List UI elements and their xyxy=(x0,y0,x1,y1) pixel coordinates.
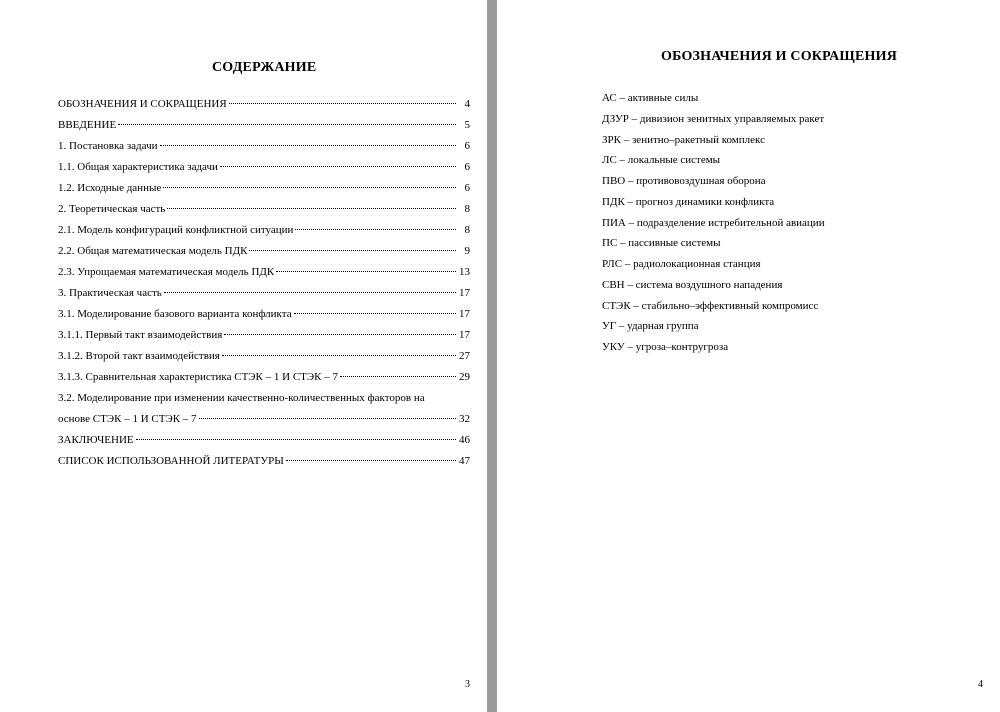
toc-entry-page: 17 xyxy=(459,329,470,341)
toc-entry[interactable] xyxy=(58,182,470,203)
toc-entry[interactable] xyxy=(58,308,470,329)
toc-entry-text-line1: 3.2. Моделирование при изменении качественно-количественных факторов на xyxy=(58,392,425,404)
toc-entry-text: ОБОЗНАЧЕНИЯ И СОКРАЩЕНИЯ xyxy=(58,98,227,110)
toc-leader-dots xyxy=(286,460,456,461)
toc-entry-text: СПИСОК ИСПОЛЬЗОВАННОЙ ЛИТЕРАТУРЫ xyxy=(58,455,284,467)
toc-entry-page: 13 xyxy=(459,266,470,278)
toc-entry-text: 3.1.3. Сравнительная характеристика СТЭК – 1 И СТЭК – 7 xyxy=(58,371,338,383)
toc-entry[interactable] xyxy=(58,119,470,140)
page-number: 3 xyxy=(465,679,470,690)
toc-entry-text: 1.1. Общая характеристика задачи xyxy=(58,161,218,173)
toc-entry[interactable] xyxy=(58,392,470,434)
toc-leader-dots xyxy=(118,124,456,125)
toc-title: СОДЕРЖАНИЕ xyxy=(212,60,317,75)
toc-leader-dots xyxy=(136,439,456,440)
toc-entry-text: ВВЕДЕНИЕ xyxy=(58,119,117,131)
toc-entry[interactable] xyxy=(58,245,470,266)
abbreviation-item: ДЗУР – дивизион зенитных управляемых ракет xyxy=(602,112,825,125)
toc-entry-page: 6 xyxy=(464,161,470,173)
abbreviation-item: ЛС – локальные системы xyxy=(602,154,721,167)
toc-entry[interactable] xyxy=(58,329,470,350)
toc-entry-page: 8 xyxy=(464,203,470,215)
toc-leader-dots xyxy=(160,145,457,146)
abbreviation-item: ПС – пассивные системы xyxy=(602,237,721,250)
toc-entry-text: 3.1.1. Первый такт взаимодействия xyxy=(58,329,223,341)
toc-entry-text: 2.1. Модель конфигураций конфликтной ситуации xyxy=(58,224,294,236)
toc-entry[interactable] xyxy=(58,266,470,287)
abbreviation-item: УГ – ударная группа xyxy=(602,320,699,333)
toc-entry-text: 1. Постановка задачи xyxy=(58,140,158,152)
toc-leader-dots xyxy=(249,250,456,251)
page-4 xyxy=(497,0,1000,712)
abbreviation-item: АС – активные силы xyxy=(602,92,699,104)
toc-entry-page: 29 xyxy=(459,371,470,383)
abbreviation-item: ПИА – подразделение истребительной авиации xyxy=(602,216,825,229)
toc-entry[interactable] xyxy=(58,224,470,245)
toc-entry-page: 5 xyxy=(464,119,470,131)
toc-leader-dots xyxy=(167,208,456,209)
toc-entry-text: основе СТЭК – 1 И СТЭК – 7 xyxy=(58,413,197,425)
toc-entry-page: 4 xyxy=(464,98,470,110)
toc-entry-page: 17 xyxy=(459,287,470,299)
toc-leader-dots xyxy=(199,418,456,419)
toc-entry-page: 32 xyxy=(459,413,470,425)
toc-entry-text: 2. Теоретическая часть xyxy=(58,203,166,215)
toc-leader-dots xyxy=(220,166,456,167)
toc-entry-page: 6 xyxy=(464,140,470,152)
abbreviation-item: ПВО – противовоздушная оборона xyxy=(602,175,766,187)
toc-entry-page: 46 xyxy=(459,434,470,446)
toc-leader-dots xyxy=(164,292,456,293)
toc-entry-page: 47 xyxy=(459,455,470,467)
toc-leader-dots xyxy=(294,313,456,314)
toc-entry-text: 3.1.2. Второй такт взаимодействия xyxy=(58,350,220,362)
toc-entry[interactable] xyxy=(58,287,470,308)
abbreviation-item: СТЭК – стабильно–эффективный компромисс xyxy=(602,299,819,312)
toc-entry[interactable] xyxy=(58,455,470,476)
toc-entry-text: 1.2. Исходные данные xyxy=(58,182,162,194)
toc-entry[interactable] xyxy=(58,98,470,119)
toc-entry-page: 27 xyxy=(459,350,470,362)
toc-leader-dots xyxy=(229,103,456,104)
toc-entry[interactable] xyxy=(58,371,470,392)
toc-entry-text: 2.2. Общая математическая модель ПДК xyxy=(58,245,248,257)
page-3 xyxy=(0,0,487,712)
toc-entry-page: 8 xyxy=(464,224,470,236)
abbreviation-item: РЛС – радиолокационная станция xyxy=(602,258,761,270)
toc-entry[interactable] xyxy=(58,140,470,161)
toc-leader-dots xyxy=(163,187,456,188)
abbreviation-item: ЗРК – зенитно–ракетный комплекс xyxy=(602,133,765,146)
abbreviation-item: СВН – система воздушного нападения xyxy=(602,278,783,291)
toc-leader-dots xyxy=(224,334,456,335)
toc-entry-page: 17 xyxy=(459,308,470,320)
abbreviations-title: ОБОЗНАЧЕНИЯ И СОКРАЩЕНИЯ xyxy=(661,49,898,64)
toc-entry-page: 9 xyxy=(464,245,470,257)
toc-entry-page: 6 xyxy=(464,182,470,194)
page-number: 4 xyxy=(978,679,983,690)
toc-leader-dots xyxy=(340,376,456,377)
toc-leader-dots xyxy=(222,355,456,356)
toc-entry-text: 3. Практическая часть xyxy=(58,287,162,299)
toc-entry[interactable] xyxy=(58,203,470,224)
toc-entry-text: ЗАКЛЮЧЕНИЕ xyxy=(58,434,134,446)
table-of-contents xyxy=(58,98,470,476)
toc-entry[interactable] xyxy=(58,350,470,371)
toc-entry-text: 2.3. Упрощаемая математическая модель ПДК xyxy=(58,266,275,278)
toc-entry[interactable] xyxy=(58,434,470,455)
abbreviation-item: УКУ – угроза–контругроза xyxy=(602,341,729,353)
toc-entry-text: 3.1. Моделирование базового варианта конфликта xyxy=(58,308,292,320)
toc-entry[interactable] xyxy=(58,161,470,182)
abbreviations-list xyxy=(602,92,825,362)
toc-leader-dots xyxy=(295,229,456,230)
toc-leader-dots xyxy=(276,271,456,272)
abbreviation-item: ПДК – прогноз динамики конфликта xyxy=(602,195,775,208)
